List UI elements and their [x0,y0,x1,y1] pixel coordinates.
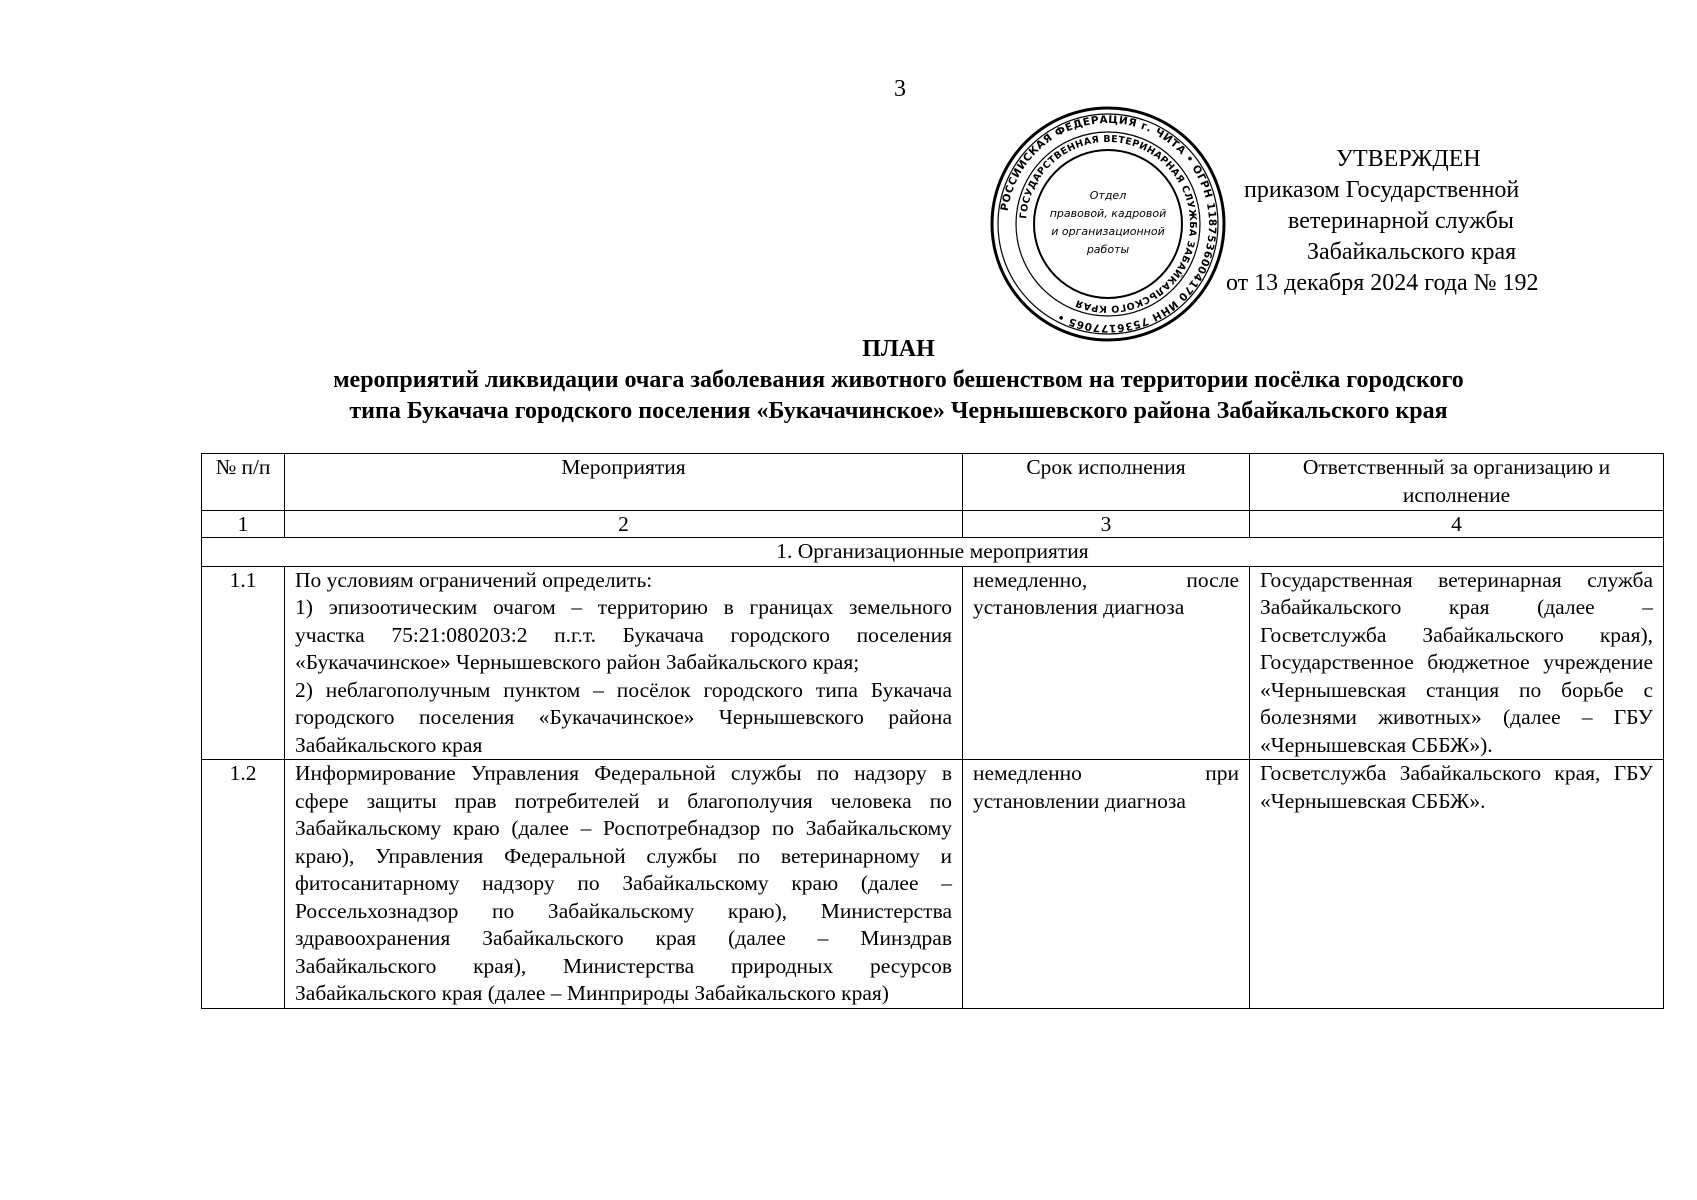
document-title [200,334,1597,427]
row-responsible: Госветслужба Забайкальского края, ГБУ «Чернышевская СББЖ». [1250,760,1664,1009]
approval-line-3: Забайкальского края [1307,239,1517,265]
svg-text:РОССИЙСКАЯ ФЕДЕРАЦИЯ г. ЧИТА •: РОССИЙСКАЯ ФЕДЕРАЦИЯ г. ЧИТА • ОГРН 1187536004170 ИНН 7536177065 • [998,113,1219,335]
row-responsible: Государственная ветеринарная служба Забайкальского края (далее – Госветслужба Забайкальского края), Государственное бюджетное учреждение «Чернышевская станция по борьбе с болезнями животных» (далее – ГБУ «Чернышевская СББЖ»). [1250,566,1664,760]
official-seal [988,104,1228,344]
stamp-center-line-3: и организационной [1051,225,1165,238]
page-number: 3 [894,76,906,102]
row-deadline: немедленно, после установления диагноза [963,566,1250,760]
approval-line-2: ветеринарной службы [1288,208,1514,234]
column-index: 2 [285,511,963,538]
approval-line-4: от 13 декабря 2024 года № 192 [1226,270,1539,296]
row-activity [285,760,963,1009]
row-number: 1.1 [202,566,285,760]
section-row [202,538,1664,567]
header-responsible: Ответственный за организацию и исполнение [1250,454,1664,511]
table-row [202,760,1664,1009]
activity-line: 1) эпизоотическим очагом – территорию в границах земельного участка 75:21:080203:2 п.г.т. Букачача городского поселения «Букачачинское» Чернышевского район Забайкальского края; [295,595,952,674]
approval-title: УТВЕРЖДЕН [1336,146,1481,172]
document-title-line-2: мероприятий ликвидации очага заболевания животного бешенством на территории посёлка городского [333,367,1464,393]
stamp-center-line-4: работы [1086,243,1130,256]
stamp-center-line-1: Отдел [1089,189,1127,202]
row-deadline: немедленно при установлении диагноза [963,760,1250,1009]
row-number: 1.2 [202,760,285,1009]
activity-line: По условиям ограничений определить: [295,567,653,592]
row-activity [285,566,963,760]
approval-line-1: приказом Государственной [1244,177,1520,203]
header-num: № п/п [202,454,285,511]
section-title: 1. Организационные мероприятия [202,538,1664,567]
plan-table [201,453,1664,1009]
activity-line: Информирование Управления Федеральной службы по надзору в сфере защиты прав потребителей и благополучия человека по Забайкальскому краю (далее – Роспотребнадзор по Забайкальскому краю), Управления Федеральной службы по ветеринарному и фитосанитарному надзору по Забайкальскому краю (далее – Россельхознадзор по Забайкальскому краю), Министерства здравоохранения Забайкальского края (далее – Минздрав Забайкальского края), Министерства природных ресурсов Забайкальского края (далее – Минприроды Забайкальского края) [295,761,952,1005]
stamp-center-line-2: правовой, кадровой [1049,207,1167,220]
column-index: 1 [202,511,285,538]
header-activity: Мероприятия [285,454,963,511]
header-deadline: Срок исполнения [963,454,1250,511]
table-row [202,566,1664,760]
svg-text:ГОСУДАРСТВЕННАЯ ВЕТЕРИНАРНАЯ С: ГОСУДАРСТВЕННАЯ ВЕТЕРИНАРНАЯ СЛУЖБА ЗАБАЙКАЛЬСКОГО КРАЯ [1018,133,1199,315]
column-index-row [202,511,1664,538]
column-index: 3 [963,511,1250,538]
document-title-line-3: типа Букачача городского поселения «Букачачинское» Чернышевского района Забайкальского края [349,398,1448,424]
activity-line: 2) неблагополучным пунктом – посёлок городского типа Букачача городского поселения «Букачачинское» Чернышевского района Забайкальского края [295,677,952,757]
column-index: 4 [1250,511,1664,538]
approval-block [1226,144,1590,299]
document-title-line-1: ПЛАН [862,336,935,362]
table-header-row [202,454,1664,511]
